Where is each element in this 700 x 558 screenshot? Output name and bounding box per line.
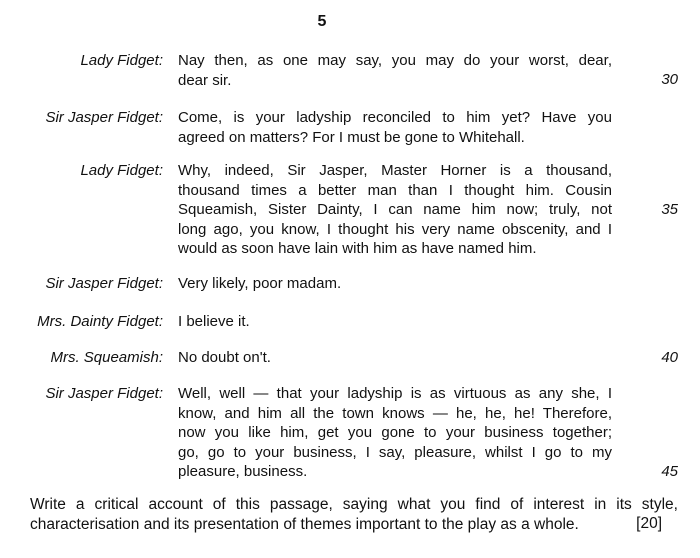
speech-line: Come, is your ladyship reconciled to him yet? Have you xyxy=(178,109,612,126)
speech-text xyxy=(178,108,612,147)
speech-text xyxy=(178,348,612,368)
marks-allocation: [20] xyxy=(636,515,662,532)
speech-text xyxy=(178,384,612,482)
speech-line: Nay then, as one may say, you may do your worst, dear, xyxy=(178,52,612,69)
speech-text xyxy=(178,274,612,294)
speech-line: pleasure, business. xyxy=(178,463,308,480)
speech-line: Very likely, poor madam. xyxy=(178,275,342,292)
speaker-name: Mrs. Dainty Fidget: xyxy=(37,313,163,330)
question-line: characterisation and its presentation of themes important to the play as a whole. xyxy=(30,516,579,533)
speech-line: Why, indeed, Sir Jasper, Master Horner is a thousand, xyxy=(178,162,612,179)
essay-question xyxy=(30,495,678,535)
speech-line: thousand times a better man than I thought him. Cousin xyxy=(178,181,612,199)
speech-line: now you like him, get you gone to your business together; xyxy=(178,424,612,441)
speaker-name: Lady Fidget: xyxy=(80,52,163,69)
speech-line: Well, well — that your ladyship is as virtuous as any she, I xyxy=(178,385,612,402)
speech-text xyxy=(178,312,612,332)
speech-line: I believe it. xyxy=(178,313,250,330)
speaker-name: Mrs. Squeamish: xyxy=(50,349,163,366)
speech-text xyxy=(178,51,612,90)
speech-line: No doubt on't. xyxy=(178,349,271,366)
speech-line: long ago, you know, I thought his very name obscenity, and I xyxy=(178,220,612,238)
speech-text xyxy=(178,161,612,259)
question-number: 5 xyxy=(317,13,327,30)
question-line: Write a critical account of this passage, saying what you find of interest in its style, xyxy=(30,496,678,513)
speech-line: Squeamish, Sister Dainty, I can name him now; truly, not xyxy=(178,201,612,218)
line-number: 35 xyxy=(661,201,678,218)
speech-line: know, and him all the town knows — he, he, he! Therefore, xyxy=(178,404,612,422)
speaker-name: Sir Jasper Fidget: xyxy=(45,275,163,292)
speech-line: dear sir. xyxy=(178,71,232,89)
speech-line: agreed on matters? For I must be gone to Whitehall. xyxy=(178,128,525,146)
speaker-name: Lady Fidget: xyxy=(80,162,163,179)
speech-line: go, go to your business, I say, pleasure, whilst I go to my xyxy=(178,443,612,461)
line-number: 45 xyxy=(661,463,678,480)
speaker-name: Sir Jasper Fidget: xyxy=(45,385,163,402)
speech-line: would as soon have lain with him as have named him. xyxy=(178,240,537,257)
speaker-name: Sir Jasper Fidget: xyxy=(45,109,163,126)
line-number: 40 xyxy=(661,349,678,366)
line-number: 30 xyxy=(661,71,678,88)
